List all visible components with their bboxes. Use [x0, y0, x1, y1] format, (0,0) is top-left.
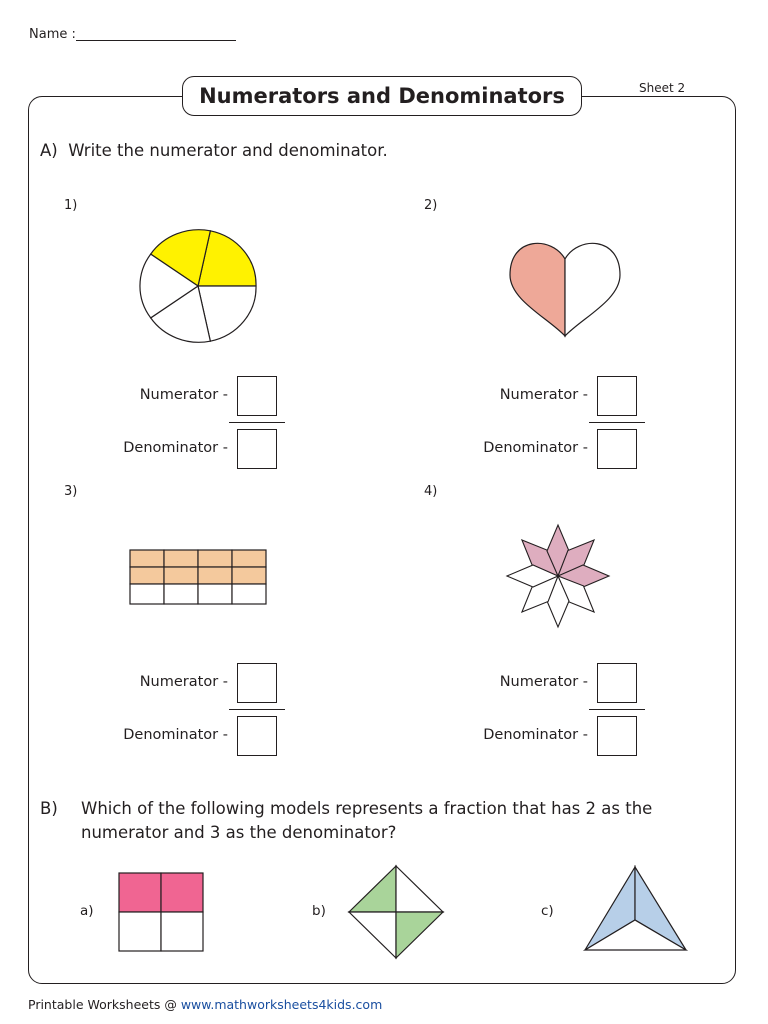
problem-3-numerator-box[interactable]: [237, 663, 277, 703]
problem-3-fraction-bar: [229, 709, 285, 710]
problem-2-denominator-box[interactable]: [597, 429, 637, 469]
problem-4-fraction-bar: [589, 709, 645, 710]
problem-1-number: 1): [64, 198, 78, 213]
footer-site-link[interactable]: www.mathworksheets4kids.com: [180, 997, 383, 1012]
problem-2-denominator-label: Denominator -: [483, 440, 588, 456]
problem-2-numerator-label: Numerator -: [499, 387, 588, 403]
problem-4-numerator-label: Numerator -: [499, 674, 588, 690]
option-b-label[interactable]: b): [312, 903, 326, 919]
option-a-label[interactable]: a): [80, 903, 94, 919]
section-a-instruction: Write the numerator and denominator.: [68, 141, 388, 160]
problem-1-denominator-box[interactable]: [237, 429, 277, 469]
page-title-text: Numerators and Denominators: [199, 84, 565, 108]
worksheet-frame: [28, 96, 736, 984]
problem-1-denominator-label: Denominator -: [123, 440, 228, 456]
sheet-label: Sheet 2: [639, 81, 686, 95]
problem-4-denominator-label: Denominator -: [483, 727, 588, 743]
problem-3-denominator-box[interactable]: [237, 716, 277, 756]
section-a-letter: A): [40, 141, 58, 160]
problem-3-numerator-label: Numerator -: [139, 674, 228, 690]
footer-prefix: Printable Worksheets @: [28, 997, 181, 1012]
problem-1-numerator-label: Numerator -: [139, 387, 228, 403]
page-title: [182, 76, 582, 116]
option-c-label[interactable]: c): [541, 903, 554, 919]
name-label: Name :: [29, 27, 76, 42]
problem-3-denominator-label: Denominator -: [123, 727, 228, 743]
problem-4-denominator-box[interactable]: [597, 716, 637, 756]
problem-4-number: 4): [424, 484, 438, 499]
section-b-text: Which of the following models represents a fraction that has 2 as the numerator and 3 as the denominator?: [81, 799, 653, 842]
name-line[interactable]: [76, 40, 236, 41]
section-a-heading: [40, 141, 388, 160]
section-b-letter: B): [40, 799, 58, 818]
problem-1-numerator-box[interactable]: [237, 376, 277, 416]
problem-4-numerator-box[interactable]: [597, 663, 637, 703]
problem-3-number: 3): [64, 484, 78, 499]
problem-2-number: 2): [424, 198, 438, 213]
problem-1-fraction-bar: [229, 422, 285, 423]
footer: [28, 997, 382, 1012]
problem-2-fraction-bar: [589, 422, 645, 423]
problem-2-numerator-box[interactable]: [597, 376, 637, 416]
